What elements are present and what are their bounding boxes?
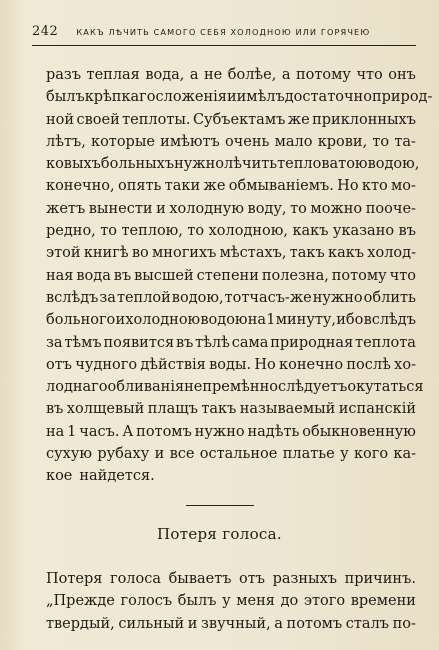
word: непремѣнно (184, 379, 278, 396)
word: полезна, (261, 267, 329, 284)
word: слѣдуетъ (277, 379, 348, 396)
word: тепловатою (277, 156, 368, 173)
text-line (46, 64, 416, 86)
word: болѣе, (227, 67, 277, 83)
word: все (169, 446, 195, 463)
word: воды. (209, 356, 252, 373)
word: былъ (177, 593, 217, 610)
word: то (290, 200, 307, 217)
word: степени (196, 267, 259, 284)
word: разъ (46, 67, 82, 83)
word: пооче- (365, 200, 416, 217)
word: холщевый (66, 401, 145, 418)
word: называемый (239, 401, 336, 418)
word: что (356, 67, 383, 83)
word: какъ (328, 245, 365, 262)
word: часъ. (79, 423, 120, 440)
word: имѣютъ (160, 133, 220, 150)
word: нужно (174, 156, 225, 173)
word: мо- (391, 178, 416, 195)
text-line (46, 131, 416, 153)
text-line (46, 332, 416, 354)
word: такъ (201, 401, 237, 418)
word: и (154, 446, 165, 463)
word: таки (164, 178, 201, 195)
running-head (32, 24, 416, 42)
word: природная (270, 334, 354, 351)
word: и (156, 200, 166, 217)
word: появится (103, 334, 175, 351)
word: вслѣдъ (363, 312, 416, 329)
word: холодною (125, 312, 201, 329)
word: платье (282, 446, 335, 463)
text-line (46, 220, 416, 242)
text-line (46, 398, 416, 420)
word: у (340, 446, 349, 463)
word: минуту, (275, 312, 337, 329)
word: сложенія (155, 89, 227, 106)
word: теплою, (121, 223, 183, 240)
word: голосъ (120, 593, 173, 610)
text-line (46, 421, 416, 443)
text-line (46, 265, 416, 287)
word: потому (331, 267, 387, 284)
word: меня (236, 593, 275, 610)
word: и (226, 89, 237, 106)
word: конечно, (46, 178, 115, 195)
word: этой (46, 245, 81, 262)
word: вода (76, 267, 111, 284)
text-line (46, 198, 416, 220)
word: твердый, (46, 615, 115, 632)
word: сухую (46, 446, 92, 463)
word: холодную (169, 200, 244, 217)
text-line (46, 309, 416, 331)
word: то (372, 133, 390, 150)
word: надѣть (247, 423, 300, 440)
text-line (46, 465, 416, 487)
word: времени (350, 593, 416, 610)
word: хо- (394, 356, 416, 373)
word: водою, (171, 289, 224, 306)
word: мало (274, 133, 313, 150)
word: потому (295, 67, 351, 83)
word: лѣчить (224, 156, 278, 173)
word: ковыхъ (46, 156, 101, 173)
word: водою, (367, 156, 420, 173)
running-title: КАКЪ ЛѢЧИТЬ САМОГО СЕБЯ ХОЛОДНОЮ ИЛИ ГОРЯЧЕЮ (76, 27, 371, 37)
word: обыкновенную (302, 423, 416, 440)
word: можно (310, 200, 363, 217)
word: холодною, (208, 223, 288, 240)
word: жетъ (46, 200, 86, 217)
word: больного (46, 312, 116, 329)
word: за (99, 289, 116, 306)
text-line (46, 354, 416, 376)
word: по- (392, 615, 416, 632)
paragraph-1 (46, 64, 433, 488)
word: водою (200, 312, 248, 329)
word: конечно (279, 356, 344, 373)
word: не (204, 67, 223, 83)
word: на (46, 423, 65, 440)
word: тѣлѣ (195, 334, 230, 351)
word: и (115, 312, 126, 329)
word: потомъ (136, 423, 192, 440)
word: А (122, 423, 134, 440)
word: вслѣдъ (46, 289, 99, 306)
word: въ (398, 223, 416, 240)
text-line (46, 443, 416, 465)
paragraph-2 (46, 568, 416, 635)
word: больныхъ (100, 156, 175, 173)
word: теплой (116, 289, 171, 306)
word: найдется. (79, 468, 155, 485)
word: отъ (46, 356, 72, 373)
word: облить (363, 289, 416, 306)
word: плащъ (147, 401, 198, 418)
word: Потеря (46, 571, 103, 587)
word: отъ (239, 571, 266, 587)
word: же (203, 178, 226, 195)
word: ибо (336, 312, 364, 329)
word: какъ (292, 223, 329, 240)
word: крови, (317, 133, 368, 150)
word: звучный, (201, 615, 271, 632)
word: теплая (86, 67, 140, 83)
word: остальное (199, 446, 278, 463)
word: Но (337, 178, 359, 195)
word: имѣлъ (236, 89, 285, 106)
word: тотчасъ-же (224, 289, 312, 306)
word: вынести (88, 200, 153, 217)
word: въ (113, 267, 132, 284)
word: онъ (388, 67, 416, 83)
word: ная (46, 267, 74, 284)
word: этого (303, 593, 346, 610)
word: кто (361, 178, 388, 195)
word: сильный (118, 615, 185, 632)
word: послѣ (346, 356, 391, 373)
word: рубаху (97, 446, 150, 463)
word: въ (175, 334, 194, 351)
word: же (287, 111, 310, 128)
text-line (46, 613, 416, 635)
word: теплота (355, 334, 416, 351)
text-line (46, 153, 420, 175)
word: нужно (312, 289, 363, 306)
text-line (46, 242, 416, 264)
word: чудного (75, 356, 138, 373)
word: и (187, 615, 198, 632)
word: мѣстахъ, (219, 245, 287, 262)
word: „Прежде (46, 593, 115, 610)
text-line (46, 568, 416, 590)
word: а (189, 67, 199, 83)
word: тѣмъ (64, 334, 102, 351)
word: кого (353, 446, 389, 463)
word: во (131, 245, 149, 262)
word: своей (76, 111, 120, 128)
word: Субъектамъ (192, 111, 286, 128)
word: на (247, 312, 267, 329)
text-line (46, 590, 416, 612)
word: многихъ (152, 245, 217, 262)
word: кое (46, 468, 73, 485)
word: которые (91, 133, 155, 150)
word: такъ (289, 245, 325, 262)
word: воду, (247, 200, 287, 217)
word: редно, (46, 223, 96, 240)
header-rule (32, 45, 416, 46)
word: достаточно (284, 89, 372, 106)
word: холод- (367, 245, 416, 262)
text-line (46, 86, 433, 108)
text-line (46, 376, 424, 398)
word: высшей (134, 267, 194, 284)
word: потомъ (286, 615, 343, 632)
word: лѣтъ, (46, 133, 86, 150)
word: а (281, 67, 291, 83)
word: теплоты. (122, 111, 191, 128)
word: былъ (46, 89, 85, 106)
word: очень (224, 133, 270, 150)
word: дѣйствія (140, 356, 206, 373)
word: вода, (145, 67, 185, 83)
word: обмываніемъ. (228, 178, 334, 195)
page-number: 242 (32, 24, 59, 39)
word: сталъ (345, 615, 390, 632)
word: Но (254, 356, 276, 373)
word: книгѣ (83, 245, 129, 262)
section-title: Потеря голоса. (157, 525, 282, 543)
word: разныхъ (272, 571, 338, 587)
word: обливанія (107, 379, 185, 396)
word: сама (231, 334, 269, 351)
word: въ (46, 401, 64, 418)
word: приклонныхъ (312, 111, 416, 128)
word: а (274, 615, 283, 632)
word: испанскій (338, 401, 416, 418)
word: причинъ. (344, 571, 416, 587)
word: то (100, 223, 118, 240)
word: что (389, 267, 416, 284)
word: ной (46, 111, 75, 128)
word: за (46, 334, 63, 351)
word: нужно (194, 423, 245, 440)
word: бываетъ (168, 571, 232, 587)
text-line (46, 175, 416, 197)
word: лоднаго (46, 379, 108, 396)
word: опять (117, 178, 162, 195)
word: 1 (266, 312, 276, 329)
word: 1 (67, 423, 77, 440)
word: ка- (393, 446, 416, 463)
word: голоса (109, 571, 162, 587)
word: крѣпкаго (84, 89, 156, 106)
text-line (46, 287, 416, 309)
word: то (187, 223, 205, 240)
word: до (280, 593, 299, 610)
section-divider (186, 505, 254, 506)
word: указано (332, 223, 395, 240)
word: окутаться (347, 379, 424, 396)
word: природ- (371, 89, 433, 106)
word: та- (394, 133, 416, 150)
word: у (222, 593, 231, 610)
text-line (46, 109, 416, 131)
